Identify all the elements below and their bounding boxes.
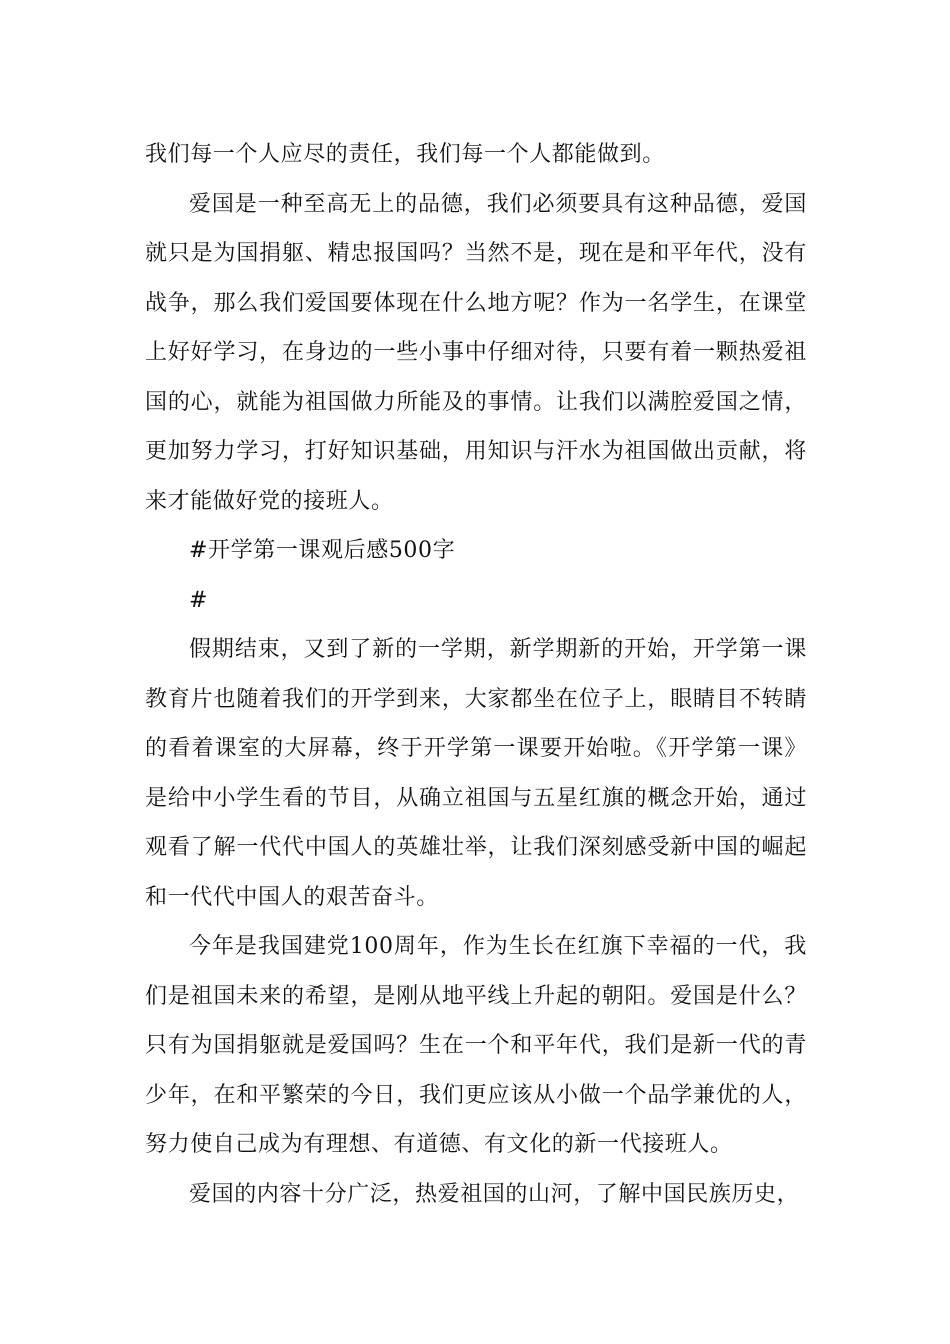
paragraph-patriotism-content: 爱国的内容十分广泛，热爱祖国的山河，了解中国民族历史， bbox=[189, 1181, 800, 1207]
paragraph-new-semester: 假期结束，又到了新的一学期，新学期新的开始，开学第一课教育片也随着我们的开学到来，大家都坐在位子上，眼睛目不转睛的看着课室的大屏幕，终于开学第一课要开始啦。《开学第一课》是给中小学生看的节目，从确立祖国与五星红旗的概念开始，通过观看了解一代代中国人的英雄壮举，让我们深刻感受新中国的崛起和一代代中国人的艰苦奋斗。 bbox=[145, 637, 807, 910]
section-heading: #开学第一课观后感500字 bbox=[189, 538, 456, 563]
document-body bbox=[145, 130, 807, 1219]
paragraph-patriotism: 爱国是一种至高无上的品德，我们必须要具有这种品德，爱国就只是为国捐躯、精忠报国吗？当然不是，现在是和平年代，没有战争，那么我们爱国要体现在什么地方呢？作为一名学生，在课堂上好好学习，在身边的一些小事中仔细对待，只要有着一颗热爱祖国的心，就能为祖国做力所能及的事情。让我们以满腔爱国之情，更加努力学习，打好知识基础，用知识与汗水为祖国做出贡献，将来才能做好党的接班人。 bbox=[145, 191, 807, 514]
section-marker: # bbox=[189, 587, 209, 613]
paragraph-continuation: 我们每一个人应尽的责任，我们每一个人都能做到。 bbox=[145, 142, 665, 167]
paragraph-party-anniversary: 今年是我国建党100周年，作为生长在红旗下幸福的一代，我们是祖国未来的希望，是刚从地平线上升起的朝阳。爱国是什么？只有为国捐躯就是爱国吗？生在一个和平年代，我们是新一代的青少年，在和平繁荣的今日，我们更应该从小做一个品学兼优的人，努力使自己成为有理想、有道德、有文化的新一代接班人。 bbox=[145, 934, 807, 1157]
